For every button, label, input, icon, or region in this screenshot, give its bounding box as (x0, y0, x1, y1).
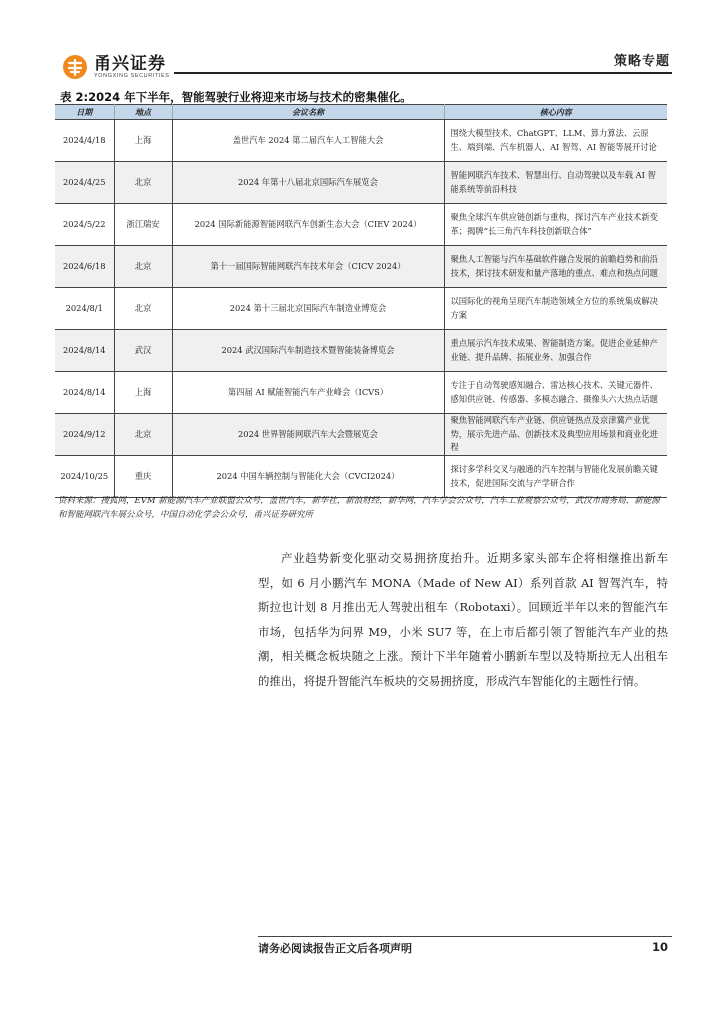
cell-date: 2024/8/14 (55, 330, 114, 372)
cell-content: 聚焦人工智能与汽车基础软件融合发展的前瞻趋势和前沿技术，探讨技术研发和量产落地的重点、难点和热点问题 (444, 246, 667, 288)
column-header-date: 日期 (55, 105, 114, 120)
table-title: 表 2:2024 年下半年，智能驾驶行业将迎来市场与技术的密集催化。 (60, 90, 412, 104)
logo-chinese-name: 甬兴证券 (94, 53, 166, 74)
cell-name: 2024 世界智能网联汽车大会暨展览会 (172, 414, 444, 456)
table-row (55, 246, 667, 288)
cell-place: 北京 (114, 162, 172, 204)
cell-name: 2024 武汉国际汽车制造技术暨智能装备博览会 (172, 330, 444, 372)
logo-english-name: YONGXING SECURITIES (94, 72, 170, 79)
cell-place: 北京 (114, 246, 172, 288)
table-row (55, 330, 667, 372)
footer-disclaimer: 请务必阅读报告正文后各项声明 (258, 942, 412, 955)
company-logo (62, 52, 170, 82)
page-number: 10 (651, 940, 668, 954)
cell-name: 盖世汽车 2024 第二届汽车人工智能大会 (172, 120, 444, 162)
cell-name: 2024 第十三届北京国际汽车制造业博览会 (172, 288, 444, 330)
column-header-place: 地点 (114, 105, 172, 120)
table-row (55, 372, 667, 414)
body-paragraph: 产业趋势新变化驱动交易拥挤度抬升。近期多家头部车企将相继推出新车型，如 6 月小鹏汽车 MONA（Made of New AI）系列首款 AI 智驾汽车，特斯拉也计划 8 月推出无人驾驶出租车（Robotaxi）。回顾近半年以来的智能汽车市场，包括华为问界 M9，小米 SU7 等，在上市后都引领了智能汽车产业的热潮，相关概念板块随之上涨。预计下半年随着小鹏新车型以及特斯拉无人出租车的推出，将提升智能汽车板块的交易拥挤度，形成汽车智能化的主题性行情。 (258, 551, 668, 688)
cell-date: 2024/4/18 (55, 120, 114, 162)
section-title: 策略专题 (613, 54, 670, 69)
cell-content: 以国际化的视角呈现汽车制造领域全方位的系统集成解决方案 (444, 288, 667, 330)
cell-place: 上海 (114, 120, 172, 162)
cell-name: 2024 中国车辆控制与智能化大会（CVCI2024） (172, 456, 444, 498)
cell-content: 重点展示汽车技术成果、智能制造方案。促进企业延伸产业链、提升品牌、拓展业务、加强合作 (444, 330, 667, 372)
cell-date: 2024/10/25 (55, 456, 114, 498)
cell-name: 2024 国际新能源智能网联汽车创新生态大会（CIEV 2024） (172, 204, 444, 246)
table-row (55, 204, 667, 246)
cell-date: 2024/8/1 (55, 288, 114, 330)
table-row (55, 162, 667, 204)
cell-place: 重庆 (114, 456, 172, 498)
table-row (55, 120, 667, 162)
logo-emblem-icon (62, 54, 88, 80)
cell-name: 第四届 AI 赋能智能汽车产业峰会（ICVS） (172, 372, 444, 414)
table-row (55, 414, 667, 456)
cell-content: 聚焦智能网联汽车产业链、供应链热点及京津冀产业优势，展示先进产品、创新技术及典型应用场景和商业化进程 (444, 414, 667, 456)
cell-place: 北京 (114, 288, 172, 330)
events-table (55, 104, 667, 498)
column-header-content: 核心内容 (444, 105, 667, 120)
table-row (55, 288, 667, 330)
cell-date: 2024/8/14 (55, 372, 114, 414)
cell-content: 聚焦全球汽车供应链创新与重构，探讨汽车产业技术新变革；揭牌“长三角汽车科技创新联合体” (444, 204, 667, 246)
cell-date: 2024/9/12 (55, 414, 114, 456)
cell-date: 2024/5/22 (55, 204, 114, 246)
cell-place: 武汉 (114, 330, 172, 372)
footer-divider (258, 936, 672, 937)
cell-place: 北京 (114, 414, 172, 456)
cell-date: 2024/4/25 (55, 162, 114, 204)
cell-content: 专注于自动驾驶感知融合、雷达核心技术、关键元器件、感知供应链、传感器、多模态融合、摄像头六大热点话题 (444, 372, 667, 414)
cell-name: 第十一届国际智能网联汽车技术年会（CICV 2024） (172, 246, 444, 288)
cell-content: 智能网联汽车技术、智慧出行、自动驾驶以及车载 AI 智能系统等前沿科技 (444, 162, 667, 204)
cell-place: 上海 (114, 372, 172, 414)
source-note: 资料来源：搜狐网，EVM 新能源汽车产业联盟公众号，盖世汽车，新华社，新浪财经，新华网，汽车学会公众号，汽车工业观察公众号，武汉市商务局，新能源和智能网联汽车展公众号，中国自动化学会公众号，甬兴证券研究所 (58, 496, 660, 520)
column-header-name: 会议名称 (172, 105, 444, 120)
header-divider (174, 72, 672, 74)
table-row (55, 456, 667, 498)
table-header-row (55, 105, 667, 120)
cell-place: 浙江瑞安 (114, 204, 172, 246)
cell-content: 探讨多学科交叉与融通的汽车控制与智能化发展前瞻关键技术，促进国际交流与产学研合作 (444, 456, 667, 498)
cell-date: 2024/6/18 (55, 246, 114, 288)
cell-name: 2024 年第十八届北京国际汽车展览会 (172, 162, 444, 204)
cell-content: 围绕大模型技术、ChatGPT、LLM、算力算法、云原生、端到端、汽车机器人、AI 智驾、AI 智能等展开讨论 (444, 120, 667, 162)
